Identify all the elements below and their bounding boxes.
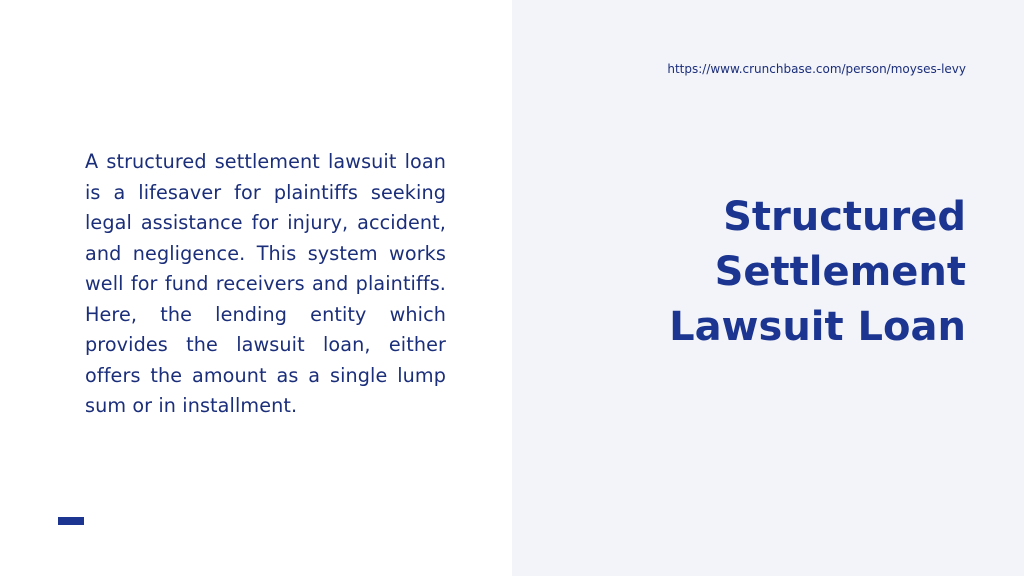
right-panel	[512, 0, 1024, 576]
body-paragraph: A structured settlement lawsuit loan is a lifesaver for plaintiffs seeking legal assistance for injury, accident, and negligence. This system works well for fund receivers and plaintiffs. Here, the lending entity which provides the lawsuit loan, either offers the amount as a single lump sum or in installment.	[85, 150, 446, 417]
accent-bar	[58, 517, 84, 525]
slide-title	[546, 190, 966, 355]
title-line-2: Settlement	[714, 249, 966, 295]
title-line-3: Lawsuit Loan	[669, 304, 966, 350]
title-line-1: Structured	[723, 194, 966, 240]
source-url: https://www.crunchbase.com/person/moyses-levy	[667, 62, 966, 76]
